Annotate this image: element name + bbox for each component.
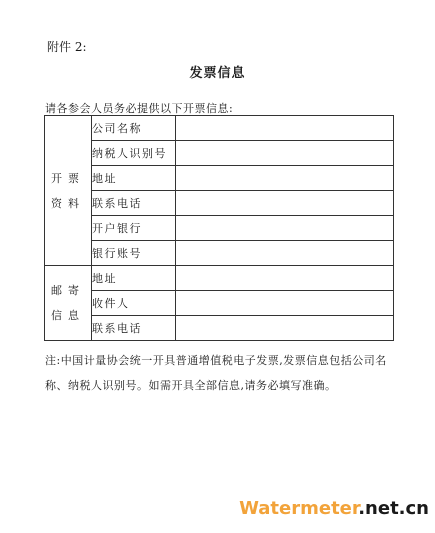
field-label: 联系电话 [92,191,176,216]
mail-phone-field[interactable] [176,316,394,341]
invoice-phone-field[interactable] [176,191,394,216]
group-label-line: 资料 [51,196,85,210]
invoice-info-table [44,115,394,341]
table-row [45,141,394,166]
table-row [45,116,394,141]
field-label: 公司名称 [92,116,176,141]
taxpayer-id-field[interactable] [176,141,394,166]
page-title: 发票信息 [189,66,246,81]
table-row [45,291,394,316]
mail-address-field[interactable] [176,266,394,291]
group-label-line: 信息 [51,309,85,322]
field-label: 地址 [92,166,176,191]
field-label: 纳税人识别号 [92,141,176,166]
table-row [45,191,394,216]
group-label-line: 开票 [51,171,85,185]
table-row [45,241,394,266]
note-text: 注:中国计量协会统一开具普通增值税电子发票,发票信息包括公司名称、纳税人识别号。如需开具全部信息,请务必填写准确。 [45,354,387,392]
mail-group-label [45,266,92,341]
watermark-domain: .net.cn [358,498,429,519]
invoice-group-label [45,116,92,266]
company-name-field[interactable] [176,116,394,141]
table-row [45,166,394,191]
table-row [45,216,394,241]
field-label: 银行账号 [92,241,176,266]
bank-name-field[interactable] [176,216,394,241]
field-label: 联系电话 [92,316,176,341]
table-row [45,316,394,341]
field-label: 开户银行 [92,216,176,241]
intro-text: 请各参会人员务必提供以下开票信息: [45,102,234,115]
field-label: 地址 [92,266,176,291]
field-label: 收件人 [92,291,176,316]
recipient-field[interactable] [176,291,394,316]
table-row [45,266,394,291]
group-label-line: 邮寄 [51,284,85,297]
watermark-brand: Watermeter [239,498,359,519]
attachment-label: 附件 2: [47,40,87,54]
watermark [239,498,429,519]
invoice-address-field[interactable] [176,166,394,191]
bank-account-field[interactable] [176,241,394,266]
